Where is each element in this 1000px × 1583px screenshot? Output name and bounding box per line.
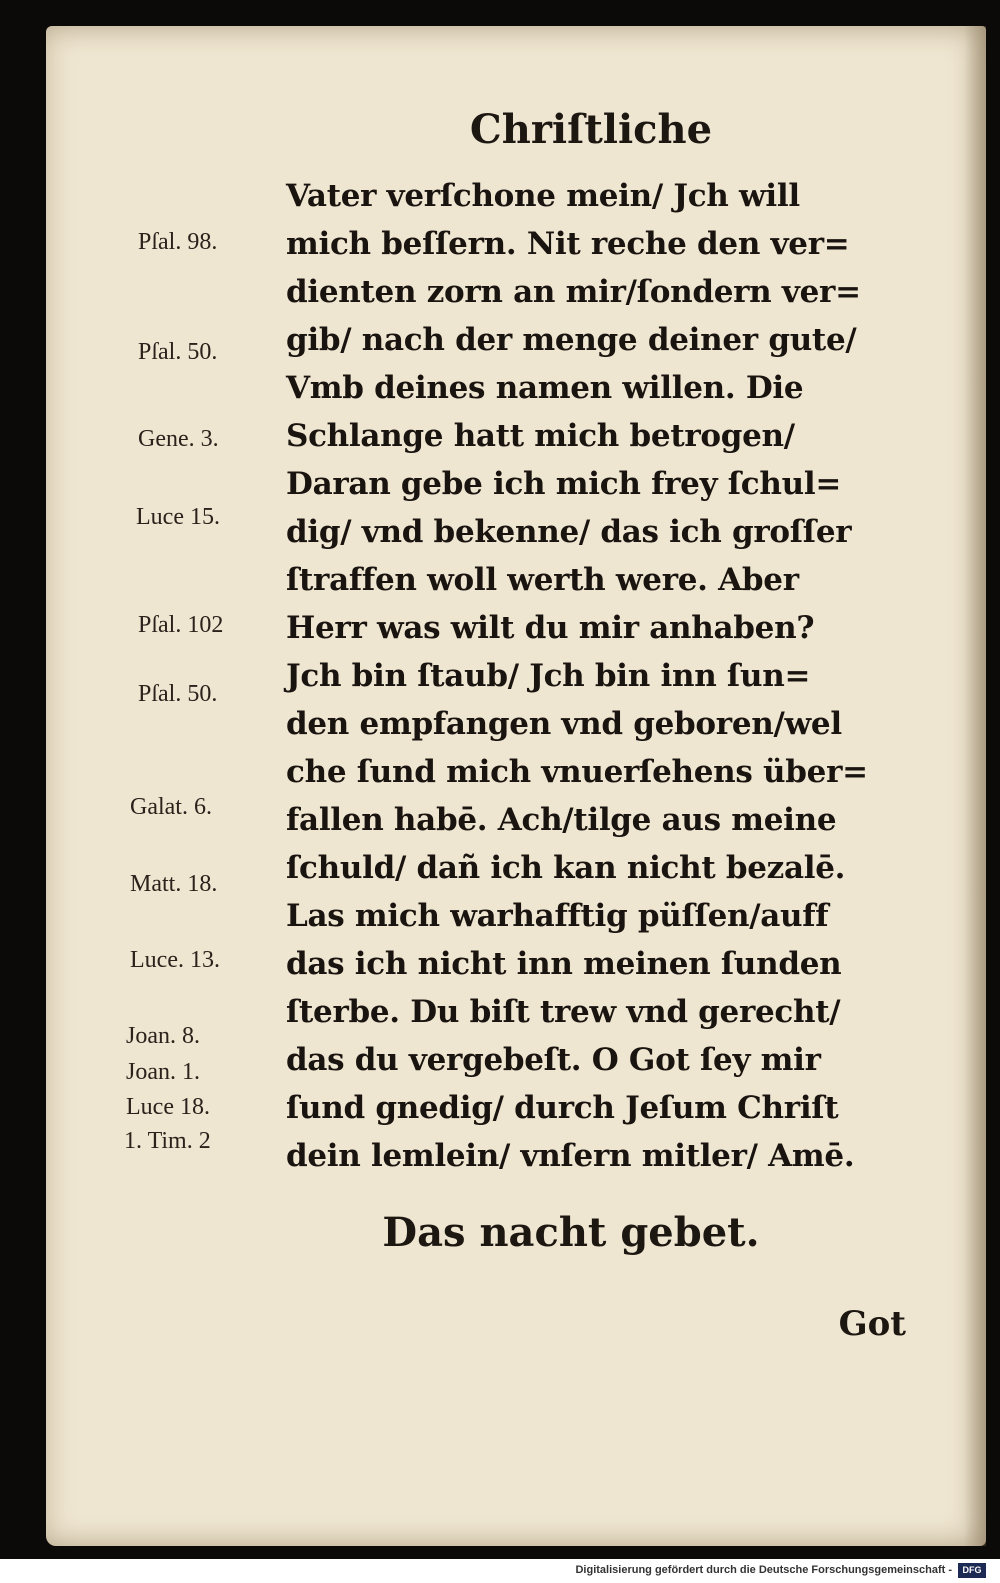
margin-note: Joan. 1. xyxy=(126,1059,200,1085)
text-line: Jch bin ſtaub/ Jch bin inn ſun= xyxy=(286,658,811,694)
text-line: Daran gebe ich mich frey ſchul= xyxy=(286,466,842,502)
margin-note: Luce 15. xyxy=(136,504,220,530)
margin-note: Luce 18. xyxy=(126,1094,210,1120)
text-line: dein lemlein/ vnſern mitler/ Amē. xyxy=(286,1138,855,1174)
margin-note: Pſal. 98. xyxy=(138,229,218,255)
text-line: che ſund mich vnuerſehens über= xyxy=(286,754,868,790)
text-line: Herr was wilt du mir anhaben? xyxy=(286,610,815,646)
margin-note: Galat. 6. xyxy=(130,794,212,820)
catchword: Got xyxy=(838,1304,906,1344)
text-line: dig/ vnd bekenne/ das ich groſſer xyxy=(286,514,852,550)
book-page xyxy=(46,26,986,1546)
margin-note: Pſal. 50. xyxy=(138,681,218,707)
text-line: Schlange hatt mich betrogen/ xyxy=(286,418,795,454)
running-header: Chriſtliche xyxy=(469,106,713,153)
section-title: Das nacht gebet. xyxy=(382,1209,760,1256)
text-line: fallen habē. Ach/tilge aus meine xyxy=(286,802,837,838)
text-line: mich beſſern. Nit reche den ver= xyxy=(286,226,850,262)
text-line: Las mich warhafftig püſſen/auff xyxy=(286,898,829,934)
text-line: dienten zorn an mir/ſondern ver= xyxy=(286,274,861,310)
text-line: ſterbe. Du biſt trew vnd gerecht/ xyxy=(286,994,841,1030)
digitization-footer xyxy=(0,1559,1000,1583)
text-line: gib/ nach der menge deiner gute/ xyxy=(286,322,857,358)
margin-note: Matt. 18. xyxy=(130,871,218,897)
text-line: Vmb deines namen willen. Die xyxy=(286,370,804,406)
text-line: den empfangen vnd geboren/wel xyxy=(286,706,842,742)
margin-note: Luce. 13. xyxy=(130,947,220,973)
text-line: Vater verſchone mein/ Jch will xyxy=(286,178,800,214)
text-line: ſchuld/ dañ ich kan nicht bezalē. xyxy=(286,850,846,886)
text-line: ſund gnedig/ durch Jeſum Chriſt xyxy=(286,1090,839,1126)
footer-credit-text: Digitalisierung gefördert durch die Deutsche Forschungsgemeinschaft - xyxy=(575,1564,952,1576)
margin-note: Joan. 8. xyxy=(126,1023,200,1049)
text-line: ſtraffen woll werth were. Aber xyxy=(286,562,799,598)
text-line: das du vergebeſt. O Got ſey mir xyxy=(286,1042,821,1078)
margin-note: Pſal. 50. xyxy=(138,339,218,365)
dfg-logo: DFG xyxy=(958,1563,986,1578)
text-line: das ich nicht inn meinen ſunden xyxy=(286,946,842,982)
page-gutter-shadow xyxy=(964,26,986,1546)
margin-note: Gene. 3. xyxy=(138,426,219,452)
margin-note: Pſal. 102 xyxy=(138,612,224,638)
margin-note: 1. Tim. 2 xyxy=(124,1128,211,1154)
